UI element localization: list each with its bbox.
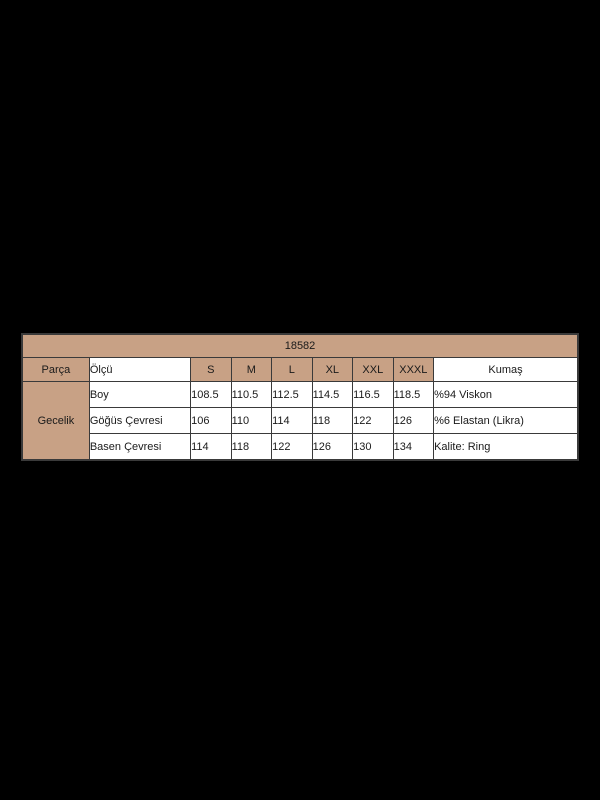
fabric-info: %6 Elastan (Likra): [434, 408, 578, 434]
cell-value: 110: [231, 408, 272, 434]
cell-value: 108.5: [191, 382, 232, 408]
row-label: Göğüs Çevresi: [89, 408, 190, 434]
header-fabric: Kumaş: [434, 358, 578, 382]
cell-value: 130: [353, 434, 394, 460]
cell-value: 114: [272, 408, 313, 434]
table-row: [23, 434, 578, 460]
size-chart-table: [21, 333, 579, 461]
header-size-xxxl: XXXL: [393, 358, 434, 382]
cell-value: 114: [191, 434, 232, 460]
product-code: 18582: [23, 335, 578, 358]
header-size-l: L: [272, 358, 313, 382]
header-size-xxl: XXL: [353, 358, 394, 382]
cell-value: 116.5: [353, 382, 394, 408]
header-part: Parça: [23, 358, 90, 382]
table-title-row: [23, 335, 578, 358]
cell-value: 122: [353, 408, 394, 434]
cell-value: 110.5: [231, 382, 272, 408]
part-name: Gecelik: [23, 382, 90, 460]
cell-value: 112.5: [272, 382, 313, 408]
table-header-row: [23, 358, 578, 382]
cell-value: 118: [231, 434, 272, 460]
row-label: Basen Çevresi: [89, 434, 190, 460]
cell-value: 126: [312, 434, 353, 460]
header-size-s: S: [191, 358, 232, 382]
header-size-xl: XL: [312, 358, 353, 382]
cell-value: 126: [393, 408, 434, 434]
cell-value: 118: [312, 408, 353, 434]
cell-value: 114.5: [312, 382, 353, 408]
header-size-m: M: [231, 358, 272, 382]
header-measure: Ölçü: [89, 358, 190, 382]
cell-value: 118.5: [393, 382, 434, 408]
fabric-info: %94 Viskon: [434, 382, 578, 408]
table-row: [23, 382, 578, 408]
row-label: Boy: [89, 382, 190, 408]
cell-value: 134: [393, 434, 434, 460]
cell-value: 122: [272, 434, 313, 460]
cell-value: 106: [191, 408, 232, 434]
measurement-table: [22, 334, 578, 460]
fabric-info: Kalite: Ring: [434, 434, 578, 460]
table-row: [23, 408, 578, 434]
